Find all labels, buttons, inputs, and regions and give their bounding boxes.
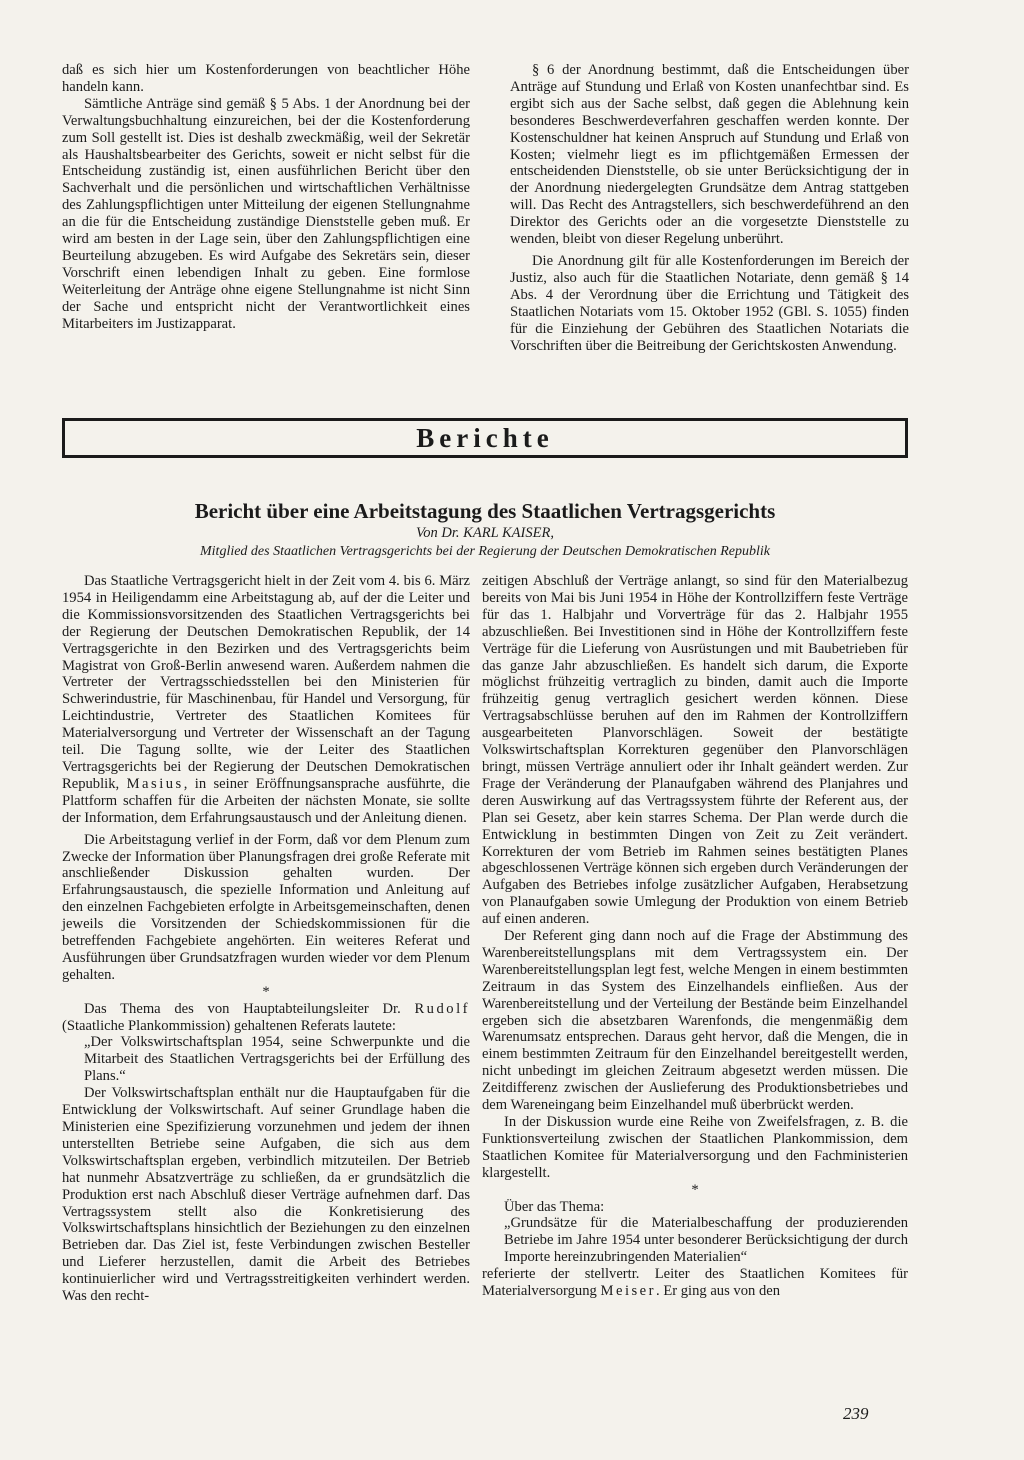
paragraph: Über das Thema: xyxy=(504,1198,605,1215)
paragraph: Das Staatliche Vertragsgericht hielt in der Zeit vom 4. bis 6. März 1954 in Heiligendamm eine Arbeitstagung ab, auf der die Leiter und die Kommissionsvorsitzenden des Staatlichen Vertragsgerichts bei der Regierung der Deutschen Demokratischen Republik, der 14 Vertragsgerichte in den Bezirken und des Vertragsgerichts beim Magistrat von Groß-Berlin anwesend waren. Außerdem nahmen die Vertreter der Vertragsschiedsstellen bei den Ministerien für Schwerindustrie, für Maschinenbau, für Handel und Versorgung, für Leichtindustrie, Vertreter des Staatlichen Komitees für Materialversorgung und Vertreter der Wissenschaft an der Tagung teil. Die Tagung sollte, wie der Leiter des Staatlichen Vertragsgerichts bei der Regierung der Deutschen Demokratischen Republik, Masius, in seiner Eröffnungsansprache ausführte, die Plattform schaffen für die Arbeiten der nächsten Monate, sie sollte der Information, dem Erfahrungsaustausch und der Anleitung dienen. xyxy=(62,573,470,826)
section-separator: * xyxy=(691,1181,699,1198)
paragraph: Sämtliche Anträge sind gemäß § 5 Abs. 1 der Anordnung bei der Verwaltungsbuchhaltung einzureichen, bei der die Kostenforderung zum Soll gestellt ist. Dies ist deshalb zweckmäßig, weil der Sekretär als Haushaltsbearbeiter des Gerichts, soweit er nicht selbst für die Entscheidung zuständig ist, einen ausführlichen Bericht über den Sachverhalt und die persönlichen und wirtschaftlichen Verhältnisse des Zahlungspflichtigen unter Mitteilung der eigenen Stellungnahme an die für die Entscheidung zuständige Dienststelle geben muß. Er wird am besten in der Lage sein, über den Zahlungspflichtigen eine Beurteilung abzugeben. Es wird Aufgabe des Sekretärs sein, dieser Vorschrift einen lebendigen Inhalt zu geben. Eine formlose Weiterleitung der Anträge ohne eigene Stellungnahme ist nicht Sinn der Sache und entspricht nicht der Verantwortlichkeit eines Mitarbeiters im Justizapparat. xyxy=(62,95,470,332)
paragraph: § 6 der Anordnung bestimmt, daß die Entscheidungen über Anträge auf Stundung und Erlaß von Kosten unanfechtbar sind. Es ergibt sich aus der Sache selbst, daß gegen die Ablehnung kein besonderes Beschwerdeverfahren geschaffen werden konnte. Der Kostenschuldner hat keinen Anspruch auf Stundung und Erlaß von Kosten; vielmehr liegt es im pflichtgemäßen Ermessen der entscheidenden Dienststelle, ob sie unter Berücksichtigung der in der Anordnung niedergelegten Grundsätze dem Antrag stattgeben will. Das Recht des Antragstellers, sich beschwerdeführend an den Direktor des Gerichts oder an die vorgesetzte Dienststelle zu wenden, bleibt von dieser Regelung unberührt. xyxy=(510,62,909,248)
paragraph: In der Diskussion wurde eine Reihe von Zweifelsfragen, z. B. die Funktionsverteilung zwischen der Staatlichen Plankommission, dem Staatlichen Komitee für Materialversorgung und den Fachministerien klargestellt. xyxy=(482,1114,908,1181)
article-left-column xyxy=(62,573,470,1305)
person-name: Rudolf xyxy=(414,1000,470,1017)
paragraph: Der Referent ging dann noch auf die Frage der Abstimmung des Warenbereitstellungsplans mit dem Vertragssystem ein. Der Warenbereitstellungsplan legt fest, welche Mengen in einem bestimmten Zeitraum in das System des Einzelhandels einfließen. Aus der Warenbereitstellung und der Verteilung der Bestände beim Einzelhandel ergeben sich die absetzbaren Warenfonds, die mengenmäßig dem Warenumsatz entsprechen. Daraus geht hervor, daß die Mengen, die in einem bestimmten Zeitraum für den Einzelhandel bereitgestellt werden, nicht unbedingt im gleichen Zeitraum abgesetzt werden müssen. Die Zeitdifferenz zwischen der Auslieferung des Produktionsbetriebes und dem Wareneingang beim Einzelhandel muß überbrückt werden. xyxy=(482,928,908,1114)
author-byline: Von Dr. KARL KAISER, xyxy=(416,525,554,541)
quoted-topic: „Der Volkswirtschaftsplan 1954, seine Schwerpunkte und die Mitarbeit des Staatlichen Vertragsgerichts bei der Erfüllung des Plans.“ xyxy=(84,1034,470,1085)
paragraph: Das Thema des von Hauptabteilungsleiter Dr. Rudolf (Staatliche Plankommission) gehaltenen Referats lautete: xyxy=(62,1000,470,1034)
article-right-column xyxy=(482,573,908,1300)
top-right-column xyxy=(510,62,909,354)
article-title: Bericht über eine Arbeitstagung des Staatlichen Vertragsgerichts xyxy=(194,499,776,523)
paragraph: Die Anordnung gilt für alle Kostenforderungen im Bereich der Justiz, also auch für die Staatlichen Notariate, denn gemäß § 14 Abs. 4 der Verordnung über die Errichtung und Tätigkeit des Staatlichen Notariats vom 15. Oktober 1952 (GBl. S. 1055) finden für die Einziehung der Gebühren des Staatlichen Notariats die Vorschriften über die Beitreibung der Gerichtskosten Anwendung. xyxy=(510,252,909,354)
page-number: 239 xyxy=(843,1404,869,1423)
top-left-column xyxy=(62,62,470,333)
person-name: Meiser xyxy=(600,1283,657,1300)
paragraph: referierte der stellvertr. Leiter des Staatlichen Komitees für Materialversorgung Meiser. Er ging aus von den xyxy=(482,1266,908,1300)
section-separator: * xyxy=(262,983,270,1000)
paragraph: daß es sich hier um Kostenforderungen von beachtlicher Höhe handeln kann. xyxy=(62,62,470,95)
author-affiliation: Mitglied des Staatlichen Vertragsgerichts bei der Regierung der Deutschen Demokratischen Republik xyxy=(200,544,770,559)
quoted-topic: „Grundsätze für die Materialbeschaffung der produzierenden Betriebe im Jahre 1954 unter besonderer Berücksichtigung der durch Importe hereinzubringenden Materialien“ xyxy=(504,1215,908,1266)
person-name: Masius xyxy=(126,775,184,792)
paragraph: Die Arbeitstagung verlief in der Form, daß vor dem Plenum zum Zwecke der Information über Planungsfragen drei große Referate mit anschließender Diskussion gehalten wurden. Der Erfahrungsaustausch, die spezielle Information und Anleitung auf den einzelnen Fachgebieten erfolgte in Arbeitsgemeinschaften, denen jeweils die Vorsitzenden der Schiedskommissionen für die betreffenden Fachgebiete angehörten. Ein weiteres Referat und Ausführungen über Grundsatzfragen wurden wieder vor dem Plenum gehalten. xyxy=(62,831,470,983)
paragraph: Der Volkswirtschaftsplan enthält nur die Hauptaufgaben für die Entwicklung der Volkswirtschaft. Auf seiner Grundlage haben die Ministerien eine Spezifizierung vorzunehmen und jedem der ihnen unterstellten Betriebe seine Aufgaben, die sich aus dem Volkswirtschaftsplan ergeben, verbindlich mitzuteilen. Der Betrieb hat nunmehr Absatzverträge zu schließen, da er grundsätzlich die Produktion erst nach Abschluß dieser Verträge aufnehmen darf. Das Vertragssystem stellt also die Konkretisierung des Volkswirtschaftsplans hinsichtlich der Beziehungen zu den einzelnen Betrieben dar. Das Ziel ist, feste Verbindungen zwischen Besteller und Lieferer herzustellen, damit die Arbeit des Betriebes kontinuierlicher wird und Vertragsstreitigkeiten verhindert werden. Was den recht- xyxy=(62,1085,470,1305)
paragraph: zeitigen Abschluß der Verträge anlangt, so sind für den Materialbezug bereits von Mai bis Juni 1954 in Höhe der Kontrollziffern feste Verträge für das 1. Halbjahr und Vorverträge für das 2. Halbjahr 1955 abzuschließen. Bei Investitionen sind in Höhe der Kontrollziffern feste Verträge für die Lieferung von Ausrüstungen und mit Baubetrieben für das ganze Jahr abzuschließen. Es handelt sich darum, die Exporte möglichst frühzeitig vertraglich zu binden, damit auch die Importe frühzeitig genug vertraglich gesichert werden können. Diese Vertragsabschlüsse beruhen auf den im Rahmen der Kontrollziffern ausgearbeiteten Planvorschlägen. Soweit der bestätigte Volkswirtschaftsplan Korrekturen gegenüber den Planvorschlägen bringt, müssen Verträge annuliert oder ihr Inhalt geändert werden. Zur Frage der Veränderung der Planaufgaben während des Planjahres und deren Auswirkung auf das Vertragssystem führte der Referent aus, der Plan sei Gesetz, aber kein starres Schema. Der Plan werde durch die Entwicklung in bestimmten Dingen von Zeit zu Zeit verändert. Korrekturen der vom Betrieb im Rahmen seines bestätigten Planes abgeschlossenen Verträge können sich ergeben durch Veränderungen der Aufgaben des Betriebes infolge zusätzlicher Aufgaben, Herabsetzung von Planaufgaben sowie Umlegung der Produktion von einem Betrieb auf einen anderen. xyxy=(482,573,908,928)
section-banner xyxy=(62,418,908,458)
section-title: Berichte xyxy=(416,422,554,453)
